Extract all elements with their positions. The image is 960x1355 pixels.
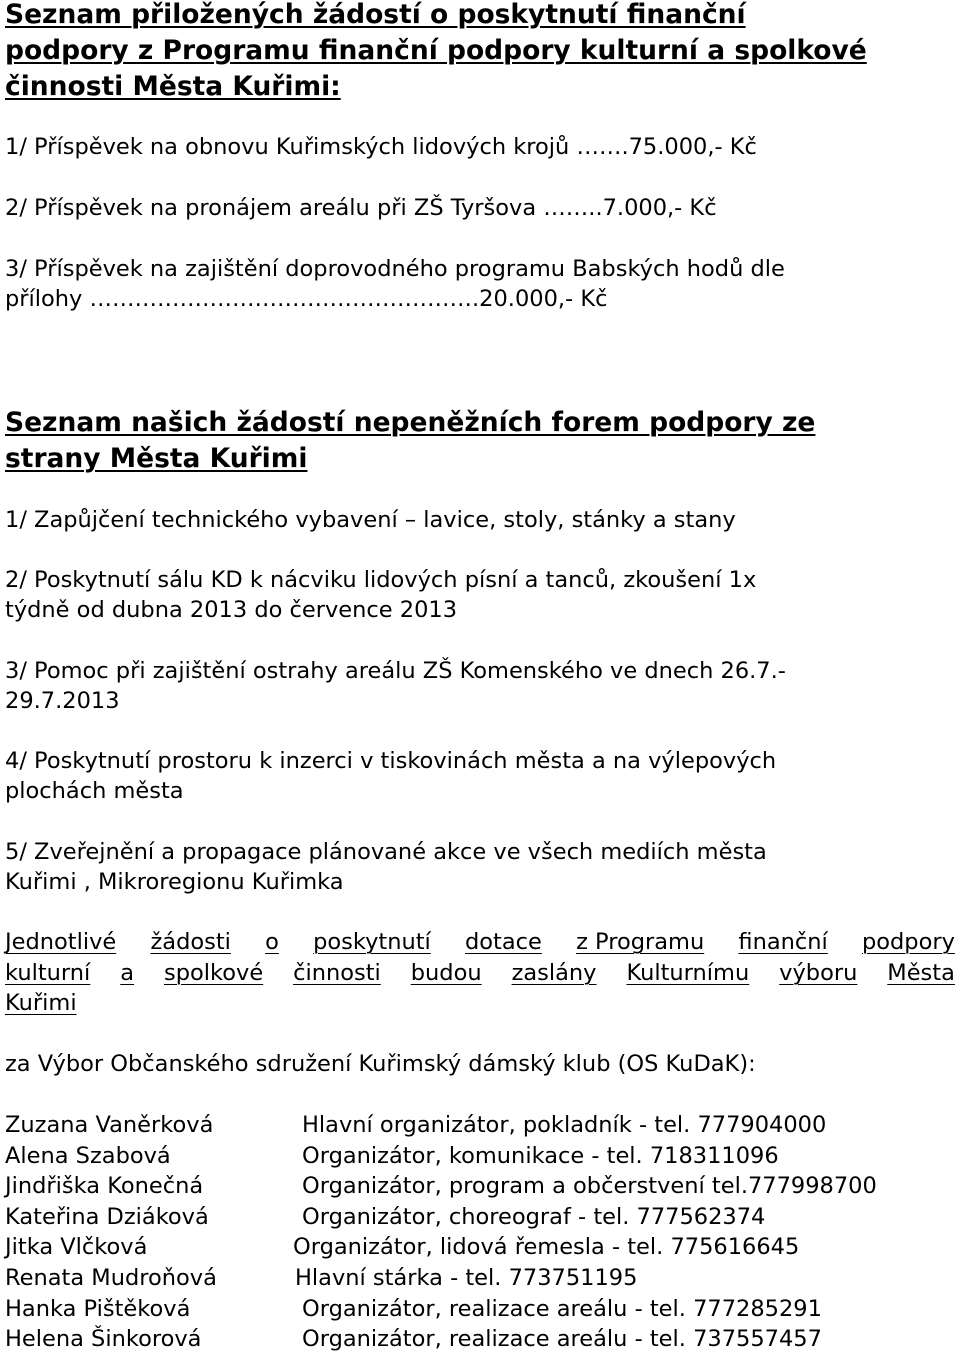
- heading-line: Seznam našich žádostí nepeněžních forem podpory ze: [5, 407, 816, 438]
- contact-name: Kateřina Dziáková: [5, 1204, 209, 1230]
- contact-name: Jindřiška Konečná: [5, 1173, 204, 1199]
- contact-name: Alena Szabová: [5, 1143, 171, 1169]
- nonfinancial-item-4: 4/ Poskytnutí prostoru k inzerci v tiskovinách města a na výlepových: [5, 748, 777, 774]
- nonfinancial-item-3: 3/ Pomoc při zajištění ostrahy areálu ZŠ Komenského ve dnech 26.7.-: [5, 658, 786, 684]
- nonfinancial-item-1: 1/ Zapůjčení technického vybavení – lavice, stoly, stánky a stany: [5, 507, 736, 533]
- notice-word: spolkové: [163, 960, 264, 986]
- heading-line: podpory z Programu finanční podpory kulturní a spolkové: [5, 35, 867, 66]
- notice-word: z Programu: [576, 929, 705, 955]
- contact-role: Organizátor, choreograf - tel. 777562374: [302, 1204, 766, 1230]
- contact-role: Organizátor, realizace areálu - tel. 777285291: [302, 1296, 822, 1322]
- notice-word: budou: [410, 960, 482, 986]
- financial-item-3-continued: přílohy …………………………………………….20.000,- Kč: [5, 286, 608, 312]
- contact-role: Hlavní stárka - tel. 773751195: [295, 1265, 638, 1291]
- notice-word: Města: [887, 960, 955, 986]
- notice-line-1: [5, 927, 955, 957]
- contact-role: Organizátor, lidová řemesla - tel. 775616645: [293, 1234, 800, 1260]
- contact-name: Helena Šinkorová: [5, 1326, 202, 1352]
- notice-word: poskytnutí: [313, 929, 431, 955]
- notice-word: o: [265, 929, 279, 955]
- notice-line-2: [5, 958, 955, 988]
- heading-line: Seznam přiložených žádostí o poskytnutí finanční: [5, 0, 746, 30]
- financial-item-1: 1/ Příspěvek na obnovu Kuřimských lidových krojů …….75.000,- Kč: [5, 134, 757, 160]
- nonfinancial-item-2: 2/ Poskytnutí sálu KD k nácviku lidových písní a tanců, zkoušení 1x: [5, 567, 757, 593]
- nonfinancial-requests-heading: [5, 405, 815, 477]
- contact-role: Hlavní organizátor, pokladník - tel. 777904000: [302, 1112, 827, 1138]
- nonfinancial-item-3-continued: 29.7.2013: [5, 688, 120, 714]
- notice-word: zaslány: [511, 960, 597, 986]
- financial-item-2: 2/ Příspěvek na pronájem areálu při ZŠ Tyršova ……..7.000,- Kč: [5, 195, 717, 221]
- notice-word: Kulturnímu: [626, 960, 750, 986]
- contact-name: Zuzana Vaněrková: [5, 1112, 214, 1138]
- financial-item-3: 3/ Příspěvek na zajištění doprovodného programu Babských hodů dle: [5, 256, 785, 282]
- financial-requests-heading: [5, 0, 867, 105]
- notice-word: kulturní: [5, 960, 91, 986]
- heading-line: činnosti Města Kuřimi:: [5, 71, 341, 102]
- nonfinancial-item-4-continued: plochách města: [5, 778, 184, 804]
- notice-word: finanční: [738, 929, 828, 955]
- notice-word: činnosti: [293, 960, 381, 986]
- nonfinancial-item-5: 5/ Zveřejnění a propagace plánované akce ve všech mediích města: [5, 839, 767, 865]
- notice-word: výboru: [779, 960, 858, 986]
- heading-line: strany Města Kuřimi: [5, 443, 308, 474]
- contact-role: Organizátor, program a občerstvení tel.777998700: [302, 1173, 877, 1199]
- nonfinancial-item-2-continued: týdně od dubna 2013 do července 2013: [5, 597, 458, 623]
- notice-word: Jednotlivé: [5, 929, 117, 955]
- contact-name: Hanka Pištěková: [5, 1296, 191, 1322]
- contact-role: Organizátor, realizace areálu - tel. 737557457: [302, 1326, 822, 1352]
- notice-line-3: Kuřimi: [5, 990, 77, 1016]
- contact-name: Jitka Vlčková: [5, 1234, 148, 1260]
- notice-word: podpory: [861, 929, 955, 955]
- contact-role: Organizátor, komunikace - tel. 718311096: [302, 1143, 779, 1169]
- signature-line: za Výbor Občanského sdružení Kuřimský dámský klub (OS KuDaK):: [5, 1051, 756, 1077]
- nonfinancial-item-5-continued: Kuřimi , Mikroregionu Kuřimka: [5, 869, 344, 895]
- notice-word: a: [120, 960, 135, 986]
- contact-name: Renata Mudroňová: [5, 1265, 217, 1291]
- notice-word: žádosti: [150, 929, 231, 955]
- notice-word: dotace: [465, 929, 542, 955]
